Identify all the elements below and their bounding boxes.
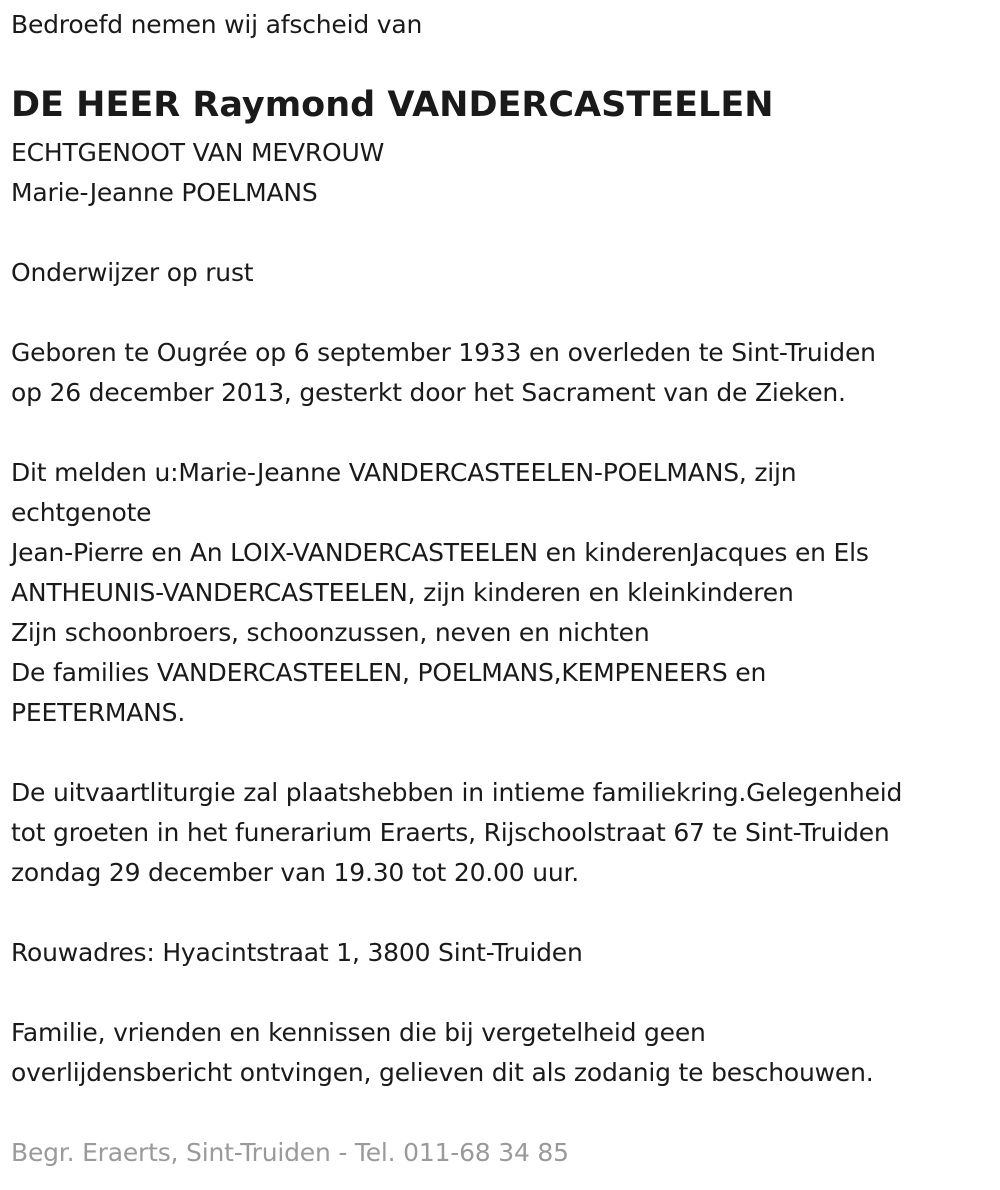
- intro-text: Bedroefd nemen wij afscheid van: [11, 10, 423, 39]
- birth-death-line: Geboren te Ougrée op 6 september 1933 en overleden te Sint-Truiden: [11, 338, 876, 367]
- notice-line: overlijdensbericht ontvingen, gelieven dit als zodanig te beschouwen.: [11, 1058, 874, 1087]
- occupation: Onderwijzer op rust: [11, 258, 254, 287]
- funeral-info-line: De uitvaartliturgie zal plaatshebben in intieme familiekring.Gelegenheid: [11, 778, 903, 807]
- announcer-line: Jean-Pierre en An LOIX-VANDERCASTEELEN en kinderenJacques en Els: [11, 538, 869, 567]
- deceased-name: DE HEER Raymond VANDERCASTEELEN: [11, 85, 774, 125]
- announcer-line: ANTHEUNIS-VANDERCASTEELEN, zijn kinderen en kleinkinderen: [11, 578, 794, 607]
- mourning-address: Rouwadres: Hyacintstraat 1, 3800 Sint-Truiden: [11, 938, 583, 967]
- spouse-title: ECHTGENOOT VAN MEVROUW: [11, 138, 385, 167]
- announcer-line: echtgenote: [11, 498, 152, 527]
- announcer-line: De families VANDERCASTEELEN, POELMANS,KEMPENEERS en: [11, 658, 767, 687]
- funeral-info-line: zondag 29 december van 19.30 tot 20.00 uur.: [11, 858, 580, 887]
- funeral-info-line: tot groeten in het funerarium Eraerts, Rijschoolstraat 67 te Sint-Truiden: [11, 818, 890, 847]
- birth-death-line: op 26 december 2013, gesterkt door het Sacrament van de Zieken.: [11, 378, 846, 407]
- announcer-line: PEETERMANS.: [11, 698, 186, 727]
- undertaker-footer: Begr. Eraerts, Sint-Truiden - Tel. 011-68 34 85: [11, 1138, 569, 1167]
- announcer-line: Dit melden u:Marie-Jeanne VANDERCASTEELEN-POELMANS, zijn: [11, 458, 797, 487]
- spouse-name: Marie-Jeanne POELMANS: [11, 178, 318, 207]
- notice-line: Familie, vrienden en kennissen die bij vergetelheid geen: [11, 1018, 706, 1047]
- announcer-line: Zijn schoonbroers, schoonzussen, neven en nichten: [11, 618, 650, 647]
